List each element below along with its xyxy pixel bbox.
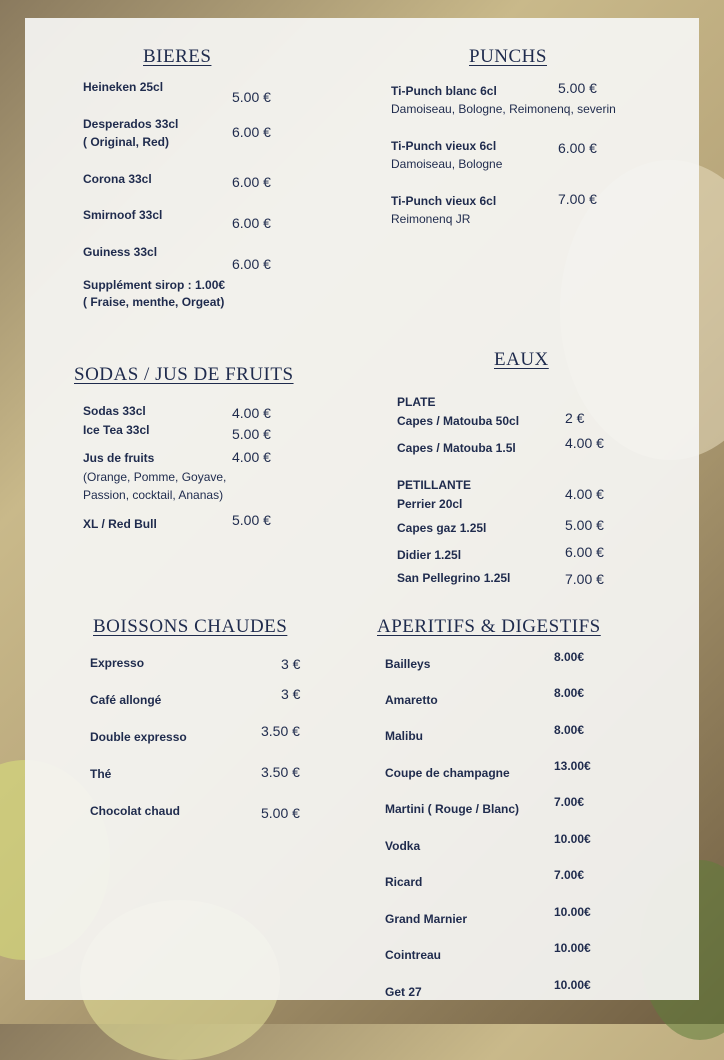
item-name: Ti-Punch vieux 6cl	[391, 139, 497, 153]
item-price: 7.00 €	[565, 571, 604, 587]
item-name: Thé	[90, 767, 112, 781]
item-name: Corona 33cl	[83, 172, 152, 186]
item-price: 10.00€	[554, 832, 591, 846]
item-price: 6.00 €	[565, 544, 604, 560]
item-name: Expresso	[90, 656, 145, 670]
item-name: Perrier 20cl	[397, 497, 463, 511]
item-name: Guiness 33cl	[83, 245, 158, 259]
item-name: Sodas 33cl	[83, 404, 146, 418]
item-price: 6.00 €	[232, 215, 271, 231]
item-name: Vodka	[385, 839, 421, 853]
item-price: 7.00 €	[558, 191, 597, 207]
supplement-sub: ( Fraise, menthe, Orgeat)	[83, 295, 225, 309]
item-price: 5.00 €	[232, 426, 271, 442]
item-price: 8.00€	[554, 650, 585, 664]
item-price: 7.00€	[554, 868, 585, 882]
item-name: San Pellegrino 1.25l	[397, 571, 511, 585]
item-name: Double expresso	[90, 730, 187, 744]
item-price: 2 €	[565, 410, 585, 426]
item-price: 5.00 €	[261, 805, 300, 821]
section-title-aperitifs: APERITIFS & DIGESTIFS	[377, 616, 601, 637]
item-name: Chocolat chaud	[90, 804, 181, 818]
item-price: 4.00 €	[232, 449, 271, 465]
item-price: 4.00 €	[565, 435, 604, 451]
item-price: 5.00 €	[558, 80, 597, 96]
section-title-boissons-chaudes: BOISSONS CHAUDES	[93, 616, 288, 637]
item-name: Martini ( Rouge / Blanc)	[385, 802, 520, 816]
item-price: 8.00€	[554, 723, 585, 737]
item-sub: Passion, cocktail, Ananas)	[83, 488, 224, 502]
item-name: Smirnoof 33cl	[83, 208, 163, 222]
item-price: 5.00 €	[565, 517, 604, 533]
item-price: 3.50 €	[261, 723, 300, 739]
item-name: Get 27	[385, 985, 422, 999]
section-title-bieres: BIERES	[143, 46, 212, 67]
item-sub: Damoiseau, Bologne, Reimonenq, severin	[391, 102, 616, 116]
item-price: 13.00€	[554, 759, 591, 773]
section-title-punchs: PUNCHS	[469, 46, 547, 67]
section-title-eaux: EAUX	[494, 349, 549, 370]
item-price: 5.00 €	[232, 89, 271, 105]
item-price: 7.00€	[554, 795, 585, 809]
item-name: Ice Tea 33cl	[83, 423, 150, 437]
item-price: 5.00 €	[232, 512, 271, 528]
item-name: Didier 1.25l	[397, 548, 462, 562]
item-name: Ti-Punch vieux 6cl	[391, 194, 497, 208]
item-name: XL / Red Bull	[83, 517, 157, 531]
item-price: 6.00 €	[558, 140, 597, 156]
item-name: Capes gaz 1.25l	[397, 521, 487, 535]
item-name: Grand Marnier	[385, 912, 468, 926]
item-price: 6.00 €	[232, 256, 271, 272]
item-price: 4.00 €	[232, 405, 271, 421]
item-name: Coupe de champagne	[385, 766, 510, 780]
item-price: 4.00 €	[565, 486, 604, 502]
item-price: 10.00€	[554, 905, 591, 919]
item-price: 10.00€	[554, 978, 591, 992]
item-name: Ti-Punch blanc 6cl	[391, 84, 497, 98]
section-title-sodas: SODAS / JUS DE FRUITS	[74, 364, 294, 385]
item-sub: Damoiseau, Bologne	[391, 157, 503, 171]
item-sub: Reimonenq JR	[391, 212, 471, 226]
item-price: 8.00€	[554, 686, 585, 700]
item-name: Capes / Matouba 1.5l	[397, 441, 516, 455]
menu-card	[25, 18, 699, 1000]
item-price: 6.00 €	[232, 124, 271, 140]
item-sub: ( Original, Red)	[83, 135, 170, 149]
item-price: 10.00€	[554, 941, 591, 955]
petillante-label: PETILLANTE	[397, 478, 471, 492]
item-name: Capes / Matouba 50cl	[397, 414, 520, 428]
item-name: Jus de fruits	[83, 451, 155, 465]
item-price: 3.50 €	[261, 764, 300, 780]
item-name: Bailleys	[385, 657, 431, 671]
item-price: 3 €	[281, 686, 301, 702]
item-name: Malibu	[385, 729, 423, 743]
item-name: Desperados 33cl	[83, 117, 179, 131]
item-name: Heineken 25cl	[83, 80, 164, 94]
item-name: Amaretto	[385, 693, 438, 707]
item-name: Ricard	[385, 875, 423, 889]
item-sub: (Orange, Pomme, Goyave,	[83, 470, 227, 484]
item-price: 6.00 €	[232, 174, 271, 190]
supplement-note: Supplément sirop : 1.00€	[83, 278, 226, 292]
plate-label: PLATE	[397, 395, 436, 409]
item-price: 3 €	[281, 656, 301, 672]
item-name: Café allongé	[90, 693, 162, 707]
item-name: Cointreau	[385, 948, 442, 962]
